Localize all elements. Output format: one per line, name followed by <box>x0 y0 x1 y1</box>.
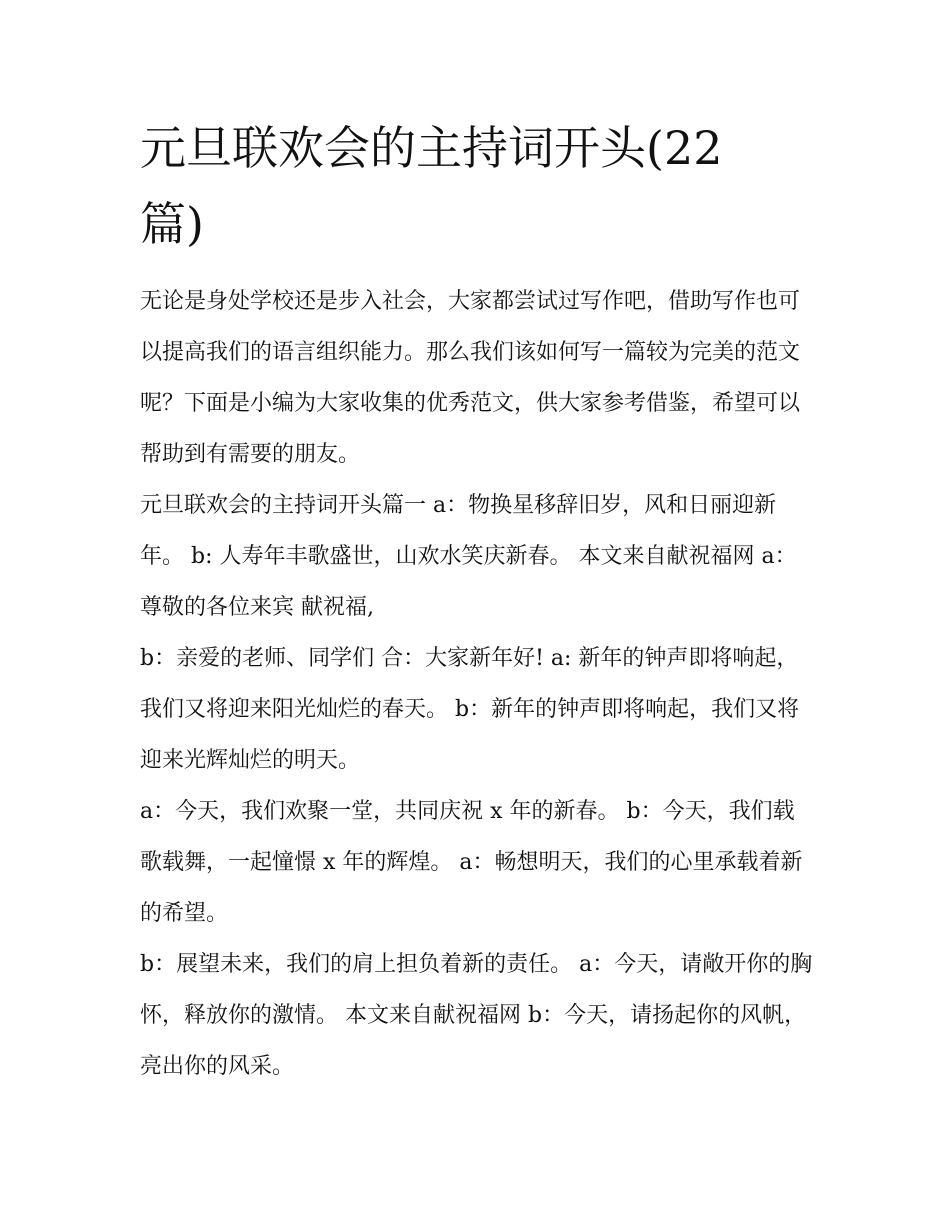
paragraph-intro: 无论是身处学校还是步入社会，大家都尝试过写作吧，借助写作也可以提高我们的语言组织能力。那么我们该如何写一篇较为完美的范文呢？下面是小编为大家收集的优秀范文，供大家参考借鉴，希望可以帮助到有需要的朋友。 <box>140 289 801 467</box>
document-title: 元旦联欢会的主持词开头(22篇) <box>140 121 723 251</box>
document-body <box>140 110 820 1092</box>
paragraph-1: 元旦联欢会的主持词开头篇一 a：物换星移辞旧岁，风和日丽迎新年。 b: 人寿年丰歌盛世，山欢水笑庆新春。 本文来自献祝福网 a：尊敬的各位来宾 献祝福, <box>140 493 797 620</box>
paragraph-2: b：亲爱的老师、同学们 合：大家新年好! a: 新年的钟声即将响起，我们又将迎来阳光灿烂的春天。 b：新年的钟声即将响起，我们又将迎来光辉灿烂的明天。 <box>140 646 800 773</box>
paragraph-4: b：展望未来，我们的肩上担负着新的责任。 a：今天，请敞开你的胸怀，释放你的激情。 本文来自献祝福网 b：今天，请扬起你的风帆，亮出你的风采。 <box>140 952 813 1079</box>
paragraph-3: a：今天，我们欢聚一堂，共同庆祝 x 年的新春。 b：今天，我们载歌载舞，一起憧憬 x 年的辉煌。 a：畅想明天，我们的心里承载着新的希望。 <box>140 799 803 926</box>
